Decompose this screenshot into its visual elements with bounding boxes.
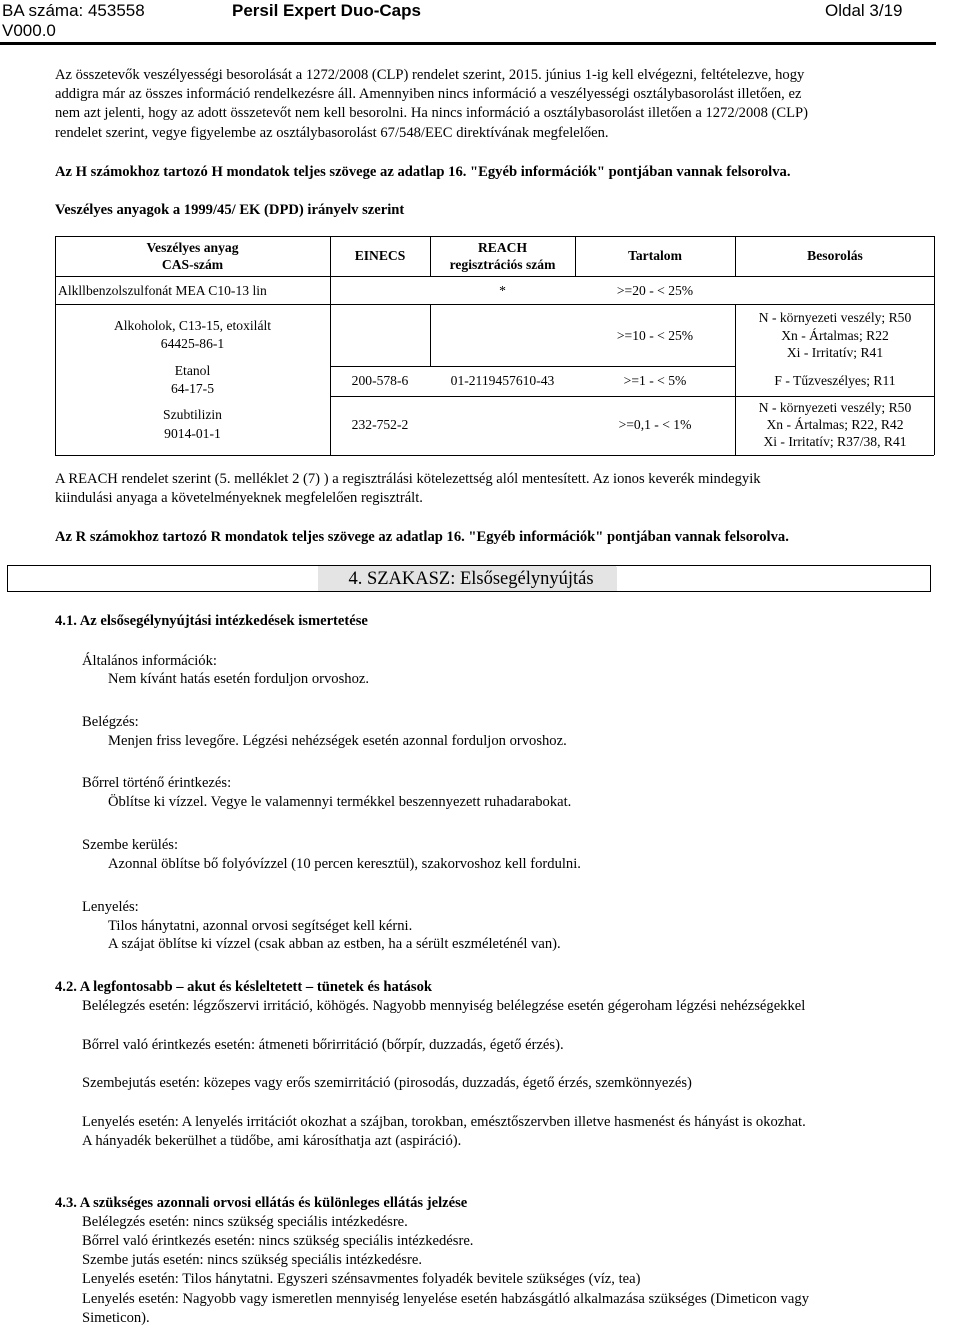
eye-contact-label: Szembe kerülés:: [82, 837, 179, 853]
treatment-line: Lenyelés esetén: Nagyobb vagy ismeretlen mennyiség lenyelése esetén habzásgátló alkalmazása szükséges (Dimeticon vagy: [82, 1291, 809, 1307]
dpd-title: Veszélyes anyagok a 1999/45/ EK (DPD) irányelv szerint: [55, 202, 405, 218]
subsection-4-1-title: 4.1. Az elsősegélynyújtási intézkedések ismertetése: [55, 613, 368, 629]
version-label: V000.0: [2, 21, 56, 40]
reach-exemption-line: kiindulási anyaga a követelményeknek megfelelően regisztrált.: [55, 490, 423, 506]
table-cell-classification: Xn - Ártalmas; R22, R42: [766, 417, 904, 432]
table-cell-einecs: 232-752-2: [351, 417, 409, 432]
table-cell-substance: Alkoholok, C13-15, etoxilált: [113, 318, 272, 333]
table-cell-classification: Xi - Irritatív; R41: [786, 345, 884, 360]
table-cell-content: >=1 - < 5%: [623, 373, 687, 388]
table-cell-content: >=0,1 - < 1%: [618, 417, 692, 432]
clp-paragraph-line: nem azt jelenti, hogy az adott összetevőt nem kell besorolni. Ha nincs információ a osztálybasorolást illetően a 1272/2008 (CLP): [55, 105, 809, 121]
ingestion-text: Tilos hánytatni, azonnal orvosi segítséget kell kérni.: [108, 918, 413, 934]
clp-paragraph-line: rendelet szerint, vegye figyelembe az osztálybasorolást 67/548/EEC direktívának megfelelően.: [55, 125, 609, 141]
table-cell-content: >=10 - < 25%: [616, 328, 694, 343]
general-info-text: Nem kívánt hatás esetén forduljon orvoshoz.: [108, 671, 369, 687]
table-cell-cas: 9014-01-1: [164, 426, 221, 441]
table-cell-classification: Xi - Irritatív; R37/38, R41: [763, 434, 907, 449]
symptom-ingestion: A hányadék bekerülhet a tüdőbe, ami károsíthatja azt (aspiráció).: [82, 1133, 462, 1149]
col-header-substance: Veszélyes anyag: [146, 240, 239, 255]
table-cell-substance: Szubtilizin: [163, 407, 222, 422]
ingestion-label: Lenyelés:: [82, 899, 139, 915]
skin-contact-label: Bőrrel történő érintkezés:: [82, 775, 232, 791]
table-cell-cas: 64-17-5: [170, 381, 215, 396]
table-cell-classification: N - környezeti veszély; R50: [758, 400, 912, 415]
clp-paragraph-line: Az összetevők veszélyességi besorolását a 1272/2008 (CLP) rendelet szerint, 2015. június 1-ig kell elvégezni, feltételezve, hogy: [55, 67, 805, 83]
document-id: BA száma: 453558: [2, 1, 145, 20]
clp-paragraph-line: addigra már az összes információ rendelkezésre áll. Amennyiben nincs információ a veszélyességi osztálybasorolást illetően, ez: [55, 86, 802, 102]
symptom-inhalation: Belélegzés esetén: légzőszervi irritáció, köhögés. Nagyobb mennyiség belélegzése esetén gégeroham légzési nehézségekkel: [82, 998, 806, 1014]
treatment-line: Belélegzés esetén: nincs szükség speciális intézkedésre.: [82, 1214, 408, 1230]
table-cell-reach: 01-2119457610-43: [450, 373, 555, 388]
general-info-label: Általános információk:: [82, 653, 217, 669]
col-header-einecs: EINECS: [354, 248, 406, 263]
treatment-line: Bőrrel való érintkezés esetén: nincs szükség speciális intézkedésre.: [82, 1233, 474, 1249]
treatment-line: Simeticon).: [82, 1310, 150, 1326]
table-cell-substance: Etanol: [174, 363, 211, 378]
inhalation-text: Menjen friss levegőre. Légzési nehézségek esetén azonnal forduljon orvoshoz.: [108, 733, 567, 749]
symptom-eye: Szembejutás esetén: közepes vagy erős szemirritáció (pirosodás, duzzadás, égető érzés, szemkönnyezés): [82, 1075, 692, 1091]
col-header-reach-number: regisztrációs szám: [449, 257, 556, 272]
col-header-classification: Besorolás: [807, 248, 863, 263]
table-cell-substance: Alkllbenzolszulfonát MEA C10-13 lin: [58, 283, 267, 298]
table-cell-classification: Xn - Ártalmas; R22: [781, 328, 889, 343]
table-cell-classification: N - környezeti veszély; R50: [758, 310, 912, 325]
eye-contact-text: Azonnal öblítse bő folyóvízzel (10 percen keresztül), szakorvoshoz kell fordulni.: [108, 856, 581, 872]
table-cell-cas: 64425-86-1: [160, 336, 225, 351]
symptom-ingestion: Lenyelés esetén: A lenyelés irritációt okozhat a szájban, torokban, emésztőszervben illetve hasmenést és hányást is okozhat.: [82, 1114, 806, 1130]
table-cell-reach: *: [499, 283, 506, 298]
subsection-4-2-title: 4.2. A legfontosabb – akut és késleltetett – tünetek és hatások: [55, 979, 433, 995]
col-header-reach: REACH: [477, 240, 528, 255]
header-rule: [0, 42, 936, 45]
product-name: Persil Expert Duo-Caps: [232, 1, 421, 20]
table-cell-content: >=20 - < 25%: [616, 283, 694, 298]
subsection-4-3-title: 4.3. A szükséges azonnali orvosi ellátás és különleges ellátás jelzése: [55, 1195, 468, 1211]
h-statements-note: Az H számokhoz tartozó H mondatok teljes szövege az adatlap 16. "Egyéb információk" pontjában vannak felsorolva.: [55, 164, 791, 180]
ingestion-text: A szájat öblítse ki vízzel (csak abban az estben, ha a sérült eszméleténél van).: [108, 936, 561, 952]
treatment-line: Szembe jutás esetén: nincs szükség speciális intézkedésre.: [82, 1252, 423, 1268]
table-cell-classification: F - Tűzveszélyes; R11: [774, 373, 896, 388]
page-number: Oldal 3/19: [825, 1, 903, 20]
symptom-skin: Bőrrel való érintkezés esetén: átmeneti bőrirritáció (bőrpír, duzzadás, égető érzés).: [82, 1037, 564, 1053]
reach-exemption-line: A REACH rendelet szerint (5. melléklet 2 (7) ) a regisztrálási kötelezettség alól mentesített. Az ionos keverék mindegyik: [55, 471, 761, 487]
col-header-cas: CAS-szám: [161, 257, 224, 272]
r-statements-note: Az R számokhoz tartozó R mondatok teljes szövege az adatlap 16. "Egyéb információk" pontjában vannak felsorolva.: [55, 529, 789, 545]
skin-contact-text: Öblítse ki vízzel. Vegye le valamennyi termékkel beszennyezett ruhadarabokat.: [108, 794, 572, 810]
inhalation-label: Belégzés:: [82, 714, 139, 730]
section-4-title: 4. SZAKASZ: Elsősegélynyújtás: [325, 567, 617, 591]
table-cell-einecs: 200-578-6: [351, 373, 409, 388]
treatment-line: Lenyelés esetén: Tilos hánytatni. Egyszeri szénsavmentes folyadék bevitele szükséges (víz, tea): [82, 1271, 641, 1287]
col-header-content: Tartalom: [628, 248, 682, 263]
